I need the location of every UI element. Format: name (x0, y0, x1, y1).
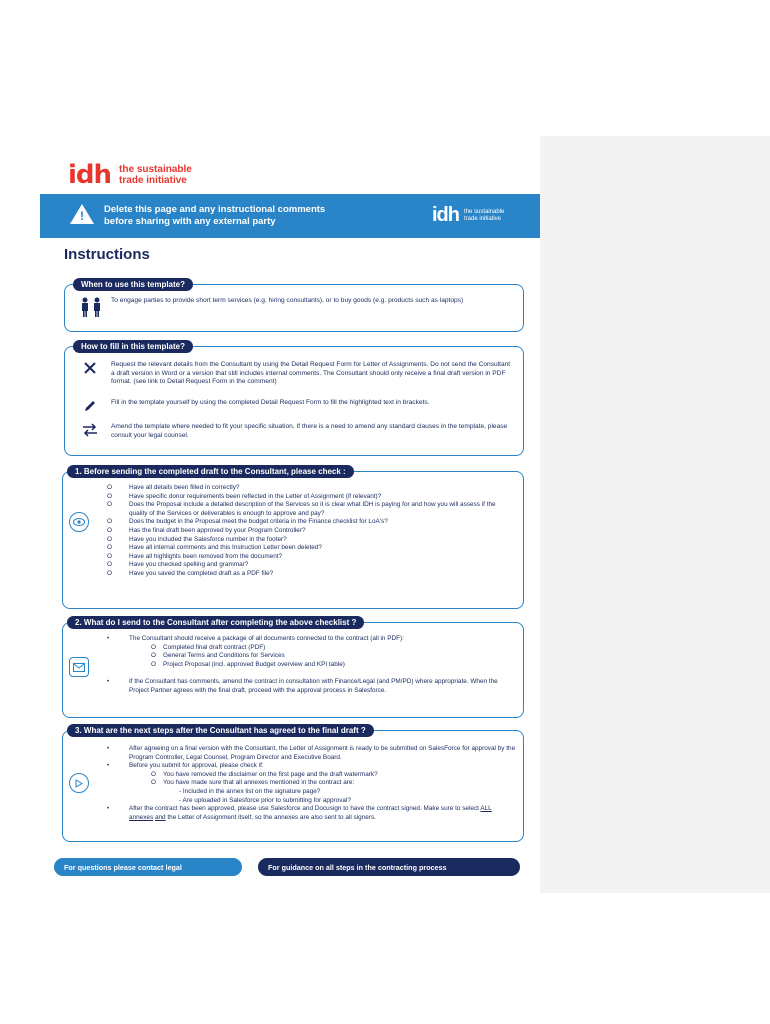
how-pill: How to fill in this template? (73, 340, 193, 353)
checklist-item: O Does the budget in the Proposal meet the budget criteria in the Finance checklist for LoA's? (107, 518, 388, 526)
checklist-item: O Have specific donor requirements been reflected in the Letter of Assignment (if relevant)? (107, 492, 382, 500)
how-section (64, 342, 524, 456)
comment-margin-panel (540, 136, 770, 893)
when-section (64, 280, 524, 332)
send-section (62, 618, 524, 718)
checklist-pill: 1. Before sending the completed draft to the Consultant, please check : (67, 465, 354, 478)
next-section (62, 726, 524, 842)
how-item-text: Amend the template where needed to fit your specific situation. If there is a need to amend any standard clauses in the template, please consult your legal counsel. (111, 423, 508, 439)
checklist-item: O Have you checked spelling and grammar? (107, 561, 249, 569)
banner-logo-text: the sustainable trade initiative (464, 208, 505, 222)
when-pill: When to use this template? (73, 278, 193, 291)
guidance-button[interactable]: For guidance on all steps in the contracting process (258, 858, 520, 876)
checklist (107, 484, 507, 579)
warning-icon: ! (70, 204, 94, 224)
when-row (79, 297, 511, 319)
play-icon (69, 773, 89, 793)
checklist-section (62, 467, 524, 609)
package-icon (69, 657, 89, 677)
banner-logo-mark: idh (432, 204, 459, 226)
people-icon (79, 297, 101, 319)
contact-legal-button[interactable]: For questions please contact legal (54, 858, 242, 876)
next-content: • After agreeing on a final version with the Consultant, the Letter of Assignment is ready to be submitted on SalesForce for approval by the Program Controller, Legal Counsel, Program Director and Executive Board. • Before you submit for approval, please check if: O You have removed the disclaimer on the first page and the draft watermark? O You have made sure that all annexes mentioned in the contract are: - Included in the annex list on the signature page? - Are uploaded in Salesforce prior to submitting for approval? • After the contract has been approved, please use Salesforce and Docusign to have the contract signed. Make sure to select ALL annexes and the Letter of Assignment itself, so the annexes are also sent to all signers. (107, 745, 516, 821)
checklist-item: O Have all highlights been removed from the document? (107, 552, 283, 560)
checklist-item: O Have all internal comments and this Instruction Letter been deleted? (107, 544, 322, 552)
x-icon (79, 361, 101, 377)
page-title: Instructions (64, 246, 150, 263)
swap-icon (79, 423, 101, 439)
warning-text: Delete this page and any instructional comments before sharing with any external party (104, 204, 326, 227)
warning-banner (40, 194, 540, 238)
how-item (79, 423, 511, 440)
send-pill: 2. What do I send to the Consultant after completing the above checklist ? (67, 616, 364, 629)
checklist-item: O Have you saved the completed draft as a PDF file? (107, 569, 274, 577)
logo-mark: idh (68, 160, 112, 190)
when-text: To engage parties to provide short term services (e.g. hiring consultants), or to buy goods (e.g. products such as laptops) (111, 297, 464, 304)
how-item (79, 399, 511, 415)
send-content: • The Consultant should receive a package of all documents connected to the contract (all in PDF): O Completed final draft contract (PDF) O General Terms and Conditions for Services O Project Proposal (incl. approved Budget overview and KPI table) • If the Consultant has comments, amend the contract in consultation with Finance/Legal (and PM/PD) where appropriate. When the Project Partner agrees with the final draft, proceed with the approval process in Salesforce. (107, 635, 498, 694)
banner-logo (432, 204, 519, 227)
checklist-item: O Have you included the Salesforce number in the footer? (107, 535, 287, 543)
checklist-item: O Does the Proposal include a detailed description of the Services so it is clear what IDH is paying for and how you will assess if the quality of the Services or deliverables is enough to approve and pay? (107, 501, 496, 517)
checklist-item: O Have all details been filled in correctly? (107, 484, 240, 491)
instruction-page (40, 136, 540, 893)
how-item-text: Request the relevant details from the Consultant by using the Detail Request Form for Letter of Assignments. Do not send the Consultant a draft version in Word or a version that still includes internal comments. The Consultant should only receive a final draft version in PDF format. (see link to Detail Request Form in the comment) (111, 361, 511, 385)
idh-logo (68, 162, 209, 188)
next-pill: 3. What are the next steps after the Consultant has agreed to the final draft ? (67, 724, 374, 737)
how-item-text: Fill in the template yourself by using the completed Detail Request Form to fill the highlighted text in brackets. (111, 399, 430, 406)
eye-icon (69, 512, 89, 532)
checklist-item: O Has the final draft been approved by your Program Controller? (107, 526, 306, 534)
logo-text: the sustainable trade initiative (119, 164, 192, 186)
pencil-icon (79, 399, 101, 415)
how-item (79, 361, 511, 387)
